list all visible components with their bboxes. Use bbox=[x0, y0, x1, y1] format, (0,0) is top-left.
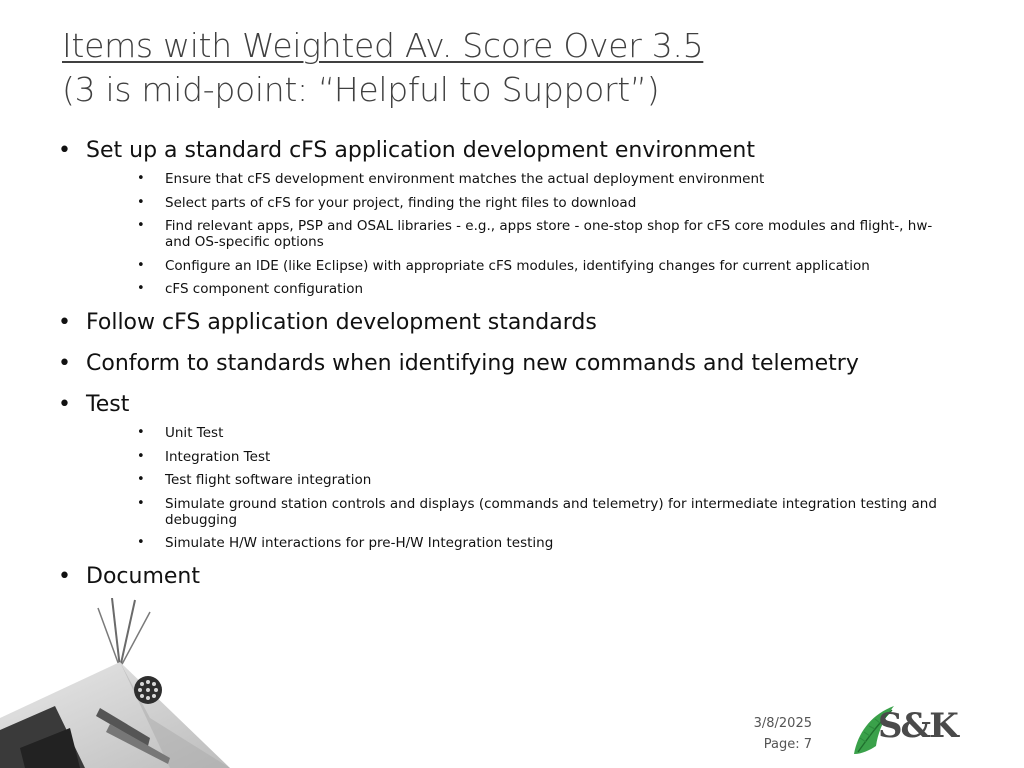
sub-bullet bbox=[137, 472, 958, 488]
slide-title bbox=[62, 24, 962, 112]
sub-bullet-text: • Find relevant apps, PSP and OSAL libraries - e.g., apps store - one-stop shop for cFS core modules and flight-, hw- and OS-specific options bbox=[165, 218, 933, 250]
logo-text: S&K bbox=[878, 706, 957, 746]
sub-bullet bbox=[137, 218, 958, 250]
sub-bullet bbox=[137, 449, 958, 465]
sub-bullet-text: • Simulate H/W interactions for pre-H/W Integration testing bbox=[165, 535, 554, 551]
sub-bullet bbox=[137, 496, 958, 528]
sub-bullet-text: • Test flight software integration bbox=[165, 472, 372, 488]
sub-bullet-text: • Integration Test bbox=[165, 448, 271, 465]
sub-bullet bbox=[137, 425, 958, 441]
sub-bullet bbox=[137, 258, 958, 274]
bullet-conform-standards bbox=[58, 349, 958, 379]
bullet-setup bbox=[58, 136, 958, 297]
sub-bullet-text: • Simulate ground station controls and displays (commands and telemetry) for intermediate integration testing and debugging bbox=[165, 495, 937, 528]
sub-bullet-text: • cFS component configuration bbox=[165, 281, 364, 297]
bullet-text: • Follow cFS application development standards bbox=[86, 310, 597, 335]
sub-bullet-text: • Unit Test bbox=[165, 425, 224, 441]
title-line-2: (3 is mid-point: “Helpful to Support”) bbox=[62, 70, 660, 109]
bullet-document bbox=[58, 562, 958, 592]
bullet-text: • Test bbox=[86, 392, 130, 417]
sub-bullet bbox=[137, 281, 958, 297]
sub-bullet bbox=[137, 171, 958, 187]
tipi-illustration bbox=[0, 598, 230, 768]
sub-bullet-list bbox=[86, 425, 958, 551]
sk-logo bbox=[848, 702, 960, 760]
sub-bullet-text: • Configure an IDE (like Eclipse) with appropriate cFS modules, identifying changes for current application bbox=[165, 257, 870, 274]
sub-bullet bbox=[137, 535, 958, 551]
sub-bullet-text: • Select parts of cFS for your project, finding the right files to download bbox=[165, 194, 637, 211]
bullet-list bbox=[58, 136, 958, 592]
footer-page-number: Page: 7 bbox=[763, 737, 812, 752]
sub-bullet bbox=[137, 195, 958, 211]
title-line-1: Items with Weighted Av. Score Over 3.5 bbox=[62, 26, 704, 65]
sub-bullet-text: • Ensure that cFS development environment matches the actual deployment environment bbox=[165, 171, 765, 187]
sub-bullet-list bbox=[86, 171, 958, 297]
bullet-follow-standards bbox=[58, 308, 958, 338]
bullet-text: • Set up a standard cFS application development environment bbox=[86, 138, 755, 163]
bullet-test bbox=[58, 390, 958, 551]
bullet-text: • Document bbox=[86, 564, 200, 589]
bullet-text: • Conform to standards when identifying new commands and telemetry bbox=[86, 351, 859, 376]
footer-date: 3/8/2025 bbox=[753, 716, 812, 731]
